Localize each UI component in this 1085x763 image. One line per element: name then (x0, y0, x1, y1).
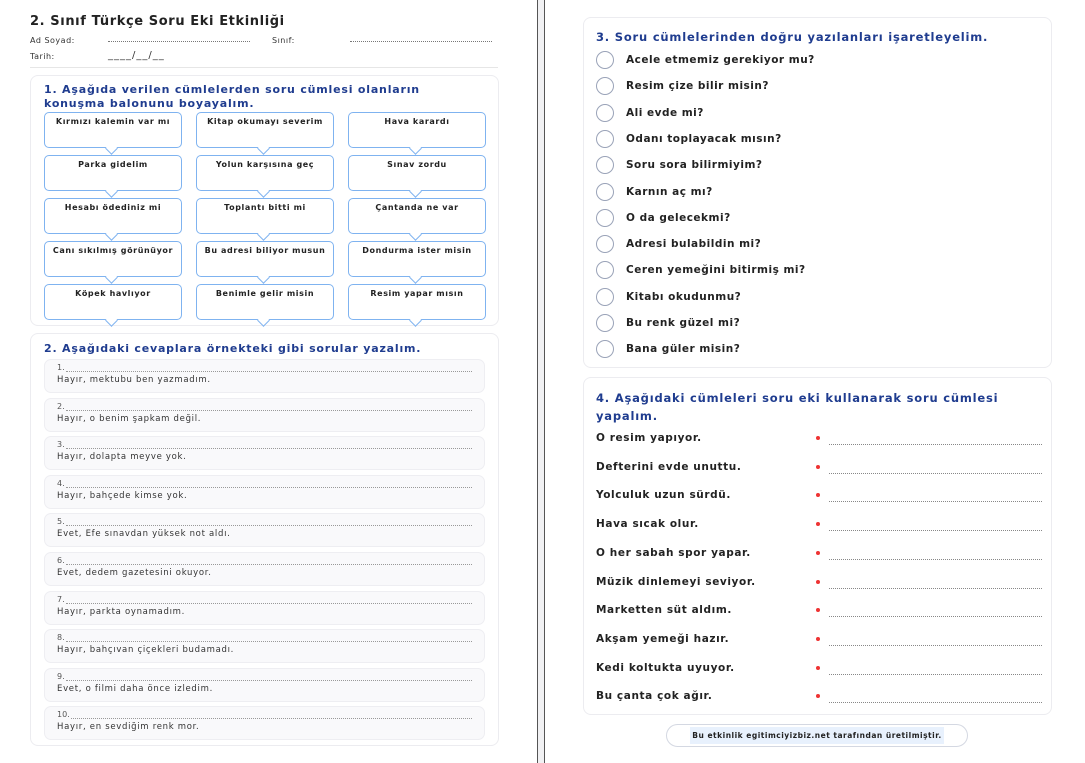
radio-circle-icon[interactable] (596, 288, 614, 306)
sentence-text: Müzik dinlemeyi seviyor. (596, 575, 756, 588)
bullet-icon (816, 493, 820, 497)
option-item[interactable] (596, 77, 769, 95)
write-line[interactable] (71, 711, 472, 719)
answer-text: Evet, o filmi daha önce izledim. (57, 683, 213, 694)
option-item[interactable] (596, 288, 741, 306)
header-divider (30, 67, 498, 68)
option-text: Bu renk güzel mi? (626, 317, 741, 329)
write-line[interactable] (66, 441, 472, 449)
question-line[interactable] (57, 402, 472, 411)
speech-bubble[interactable]: Toplantı bitti mi (196, 198, 334, 234)
answer-text: Hayır, bahçıvan çiçekleri budamadı. (57, 645, 235, 656)
sentence-row (596, 690, 1042, 704)
answer-row (44, 668, 485, 702)
write-line[interactable] (66, 557, 472, 565)
answer-line[interactable] (829, 674, 1042, 675)
answer-row (44, 513, 485, 547)
speech-bubble[interactable]: Çantanda ne var (348, 198, 486, 234)
speech-bubble[interactable]: Canı sıkılmış görünüyor (44, 241, 182, 277)
speech-bubble[interactable]: Resim yapar mısın (348, 284, 486, 320)
question-line[interactable] (57, 363, 472, 372)
section-2-title: 2. Aşağıdaki cevaplara örnekteki gibi sorular yazalım. (44, 342, 422, 355)
speech-bubble[interactable]: Parka gidelim (44, 155, 182, 191)
answer-text: Hayır, bahçede kimse yok. (57, 490, 188, 501)
option-item[interactable] (596, 314, 740, 332)
radio-circle-icon[interactable] (596, 130, 614, 148)
date-label: Tarih: (30, 52, 55, 61)
radio-circle-icon[interactable] (596, 340, 614, 358)
option-item[interactable] (596, 183, 713, 201)
item-number: 1. (57, 363, 65, 372)
write-line[interactable] (66, 673, 472, 681)
sentence-text: Marketten süt aldım. (596, 604, 732, 617)
answer-row (44, 706, 485, 740)
footer-credit: Bu etkinlik egitimciyizbiz.net tarafından üretilmiştir. (666, 724, 968, 747)
section-4 (583, 377, 1052, 715)
speech-bubble[interactable]: Benimle gelir misin (196, 284, 334, 320)
question-line[interactable] (57, 479, 472, 488)
item-number: 7. (57, 594, 65, 604)
answer-text: Hayır, en sevdiğim renk mor. (57, 722, 200, 733)
radio-circle-icon[interactable] (596, 261, 614, 279)
option-text: Kitabı okudunmu? (626, 290, 742, 303)
option-text: Bana güler misin? (626, 343, 741, 356)
item-number: 5. (57, 517, 65, 527)
question-line[interactable] (57, 595, 472, 604)
option-text: Ali evde mi? (626, 106, 704, 119)
bullet-icon (816, 637, 820, 641)
bullet-icon (816, 551, 820, 555)
speech-bubble[interactable]: Sınav zordu (348, 155, 486, 191)
option-text: O da gelecekmi? (626, 211, 731, 224)
sentence-row (596, 432, 1042, 446)
option-item[interactable] (596, 209, 731, 227)
section-2 (30, 333, 499, 746)
answer-row (44, 398, 485, 432)
class-field[interactable] (350, 41, 492, 42)
answer-row (44, 629, 485, 663)
question-line[interactable] (57, 710, 472, 719)
radio-circle-icon[interactable] (596, 209, 614, 227)
option-text: Adresi bulabildin mi? (626, 238, 762, 251)
name-label: Ad Soyad: (30, 36, 75, 45)
answer-row (44, 436, 485, 470)
option-item[interactable] (596, 340, 740, 358)
speech-bubble[interactable]: Kırmızı kalemin var mı (44, 112, 182, 148)
sentence-row (596, 662, 1042, 676)
sentence-row (596, 489, 1042, 503)
item-number: 6. (57, 556, 65, 565)
question-line[interactable] (57, 633, 472, 642)
answer-text: Evet, dedem gazetesini okuyor. (57, 568, 212, 578)
answer-text: Evet, Efe sınavdan yüksek not aldı. (57, 529, 231, 540)
answer-line[interactable] (829, 702, 1042, 703)
sentence-text: Yolculuk uzun sürdü. (596, 489, 731, 502)
radio-circle-icon[interactable] (596, 156, 614, 174)
answer-line[interactable] (829, 645, 1042, 646)
answer-row (44, 359, 485, 393)
answer-text: Hayır, o benim şapkam değil. (57, 413, 202, 424)
answer-line[interactable] (829, 530, 1042, 531)
radio-circle-icon[interactable] (596, 183, 614, 201)
answer-line[interactable] (829, 616, 1042, 617)
sentence-row (596, 461, 1042, 475)
section-3 (583, 17, 1052, 368)
bullet-icon (816, 666, 820, 670)
bullet-icon (816, 436, 820, 440)
radio-circle-icon[interactable] (596, 77, 614, 95)
speech-bubble[interactable]: Bu adresi biliyor musun (196, 241, 334, 277)
page-divider (537, 0, 545, 763)
option-text: Resim çize bilir misin? (626, 80, 769, 93)
bullet-icon (816, 694, 820, 698)
sentence-text: O her sabah spor yapar. (596, 546, 751, 559)
write-line[interactable] (66, 364, 472, 372)
question-line[interactable] (57, 672, 472, 681)
bullet-icon (816, 608, 820, 612)
name-field[interactable] (108, 41, 250, 42)
sentence-text: Kedi koltukta uyuyor. (596, 661, 735, 674)
radio-circle-icon[interactable] (596, 104, 614, 122)
question-line[interactable] (57, 440, 472, 449)
answer-text: Hayır, parkta oynamadım. (57, 606, 186, 617)
section-1-title: 1. Aşağıda verilen cümlelerden soru cümlesi olanların konuşma balonunu boyayalım. (44, 83, 420, 110)
sentence-row (596, 633, 1042, 647)
option-text: Ceren yemeğini bitirmiş mi? (626, 264, 806, 277)
write-line[interactable] (66, 480, 472, 488)
answer-line[interactable] (829, 444, 1042, 445)
sentence-text: Akşam yemeği hazır. (596, 632, 730, 645)
answer-line[interactable] (829, 473, 1042, 474)
answer-text: Hayır, dolapta meyve yok. (57, 452, 187, 463)
speech-bubble[interactable]: Hesabı ödediniz mi (44, 198, 182, 234)
sentence-text: Hava sıcak olur. (596, 518, 699, 531)
item-number: 3. (57, 440, 65, 450)
sentence-text: O resim yapıyor. (596, 432, 702, 444)
option-item[interactable] (596, 104, 704, 122)
bullet-icon (816, 522, 820, 526)
option-item[interactable] (596, 261, 806, 279)
radio-circle-icon[interactable] (596, 235, 614, 253)
class-label: Sınıf: (272, 36, 295, 45)
answer-line[interactable] (829, 559, 1042, 560)
write-line[interactable] (66, 518, 472, 526)
question-line[interactable] (57, 517, 472, 526)
speech-bubble[interactable]: Yolun karşısına geç (196, 155, 334, 191)
answer-line[interactable] (829, 588, 1042, 589)
write-line[interactable] (66, 596, 472, 604)
speech-bubble-grid (44, 112, 486, 320)
item-number: 8. (57, 633, 65, 643)
sentence-row (596, 604, 1042, 618)
radio-circle-icon[interactable] (596, 51, 614, 69)
section-4-title: 4. Aşağıdaki cümleleri soru eki kullanarak soru cümlesi yapalım. (596, 391, 999, 423)
option-text: Karnın aç mı? (626, 185, 713, 198)
option-item[interactable] (596, 235, 761, 253)
sentence-text: Defterini evde unuttu. (596, 460, 742, 473)
answer-row (44, 552, 485, 586)
item-number: 4. (57, 478, 65, 488)
sentence-text: Bu çanta çok ağır. (596, 690, 713, 703)
answer-line[interactable] (829, 501, 1042, 502)
speech-bubble[interactable]: Köpek havlıyor (44, 284, 182, 320)
section-1 (30, 75, 499, 326)
speech-bubble[interactable]: Hava karardı (348, 112, 486, 148)
answer-row (44, 475, 485, 509)
item-number: 2. (57, 401, 65, 411)
write-line[interactable] (66, 403, 472, 411)
section-3-title: 3. Soru cümlelerinden doğru yazılanları işaretleyelim. (596, 30, 989, 44)
write-line[interactable] (66, 634, 472, 642)
worksheet-title: 2. Sınıf Türkçe Soru Eki Etkinliği (30, 14, 285, 29)
item-number: 9. (57, 671, 65, 681)
option-item[interactable] (596, 156, 762, 174)
sentence-row (596, 518, 1042, 532)
speech-bubble[interactable]: Dondurma ister misin (348, 241, 486, 277)
speech-bubble[interactable]: Kitap okumayı severim (196, 112, 334, 148)
option-text: Acele etmemiz gerekiyor mu? (626, 54, 815, 66)
question-line[interactable] (57, 556, 472, 565)
option-item[interactable] (596, 130, 782, 148)
bullet-icon (816, 465, 820, 469)
option-text: Odanı toplayacak mısın? (626, 132, 782, 145)
option-text: Soru sora bilirmiyim? (626, 159, 763, 172)
bullet-icon (816, 580, 820, 584)
sentence-row (596, 576, 1042, 590)
date-field[interactable]: ____/__/__ (108, 50, 165, 61)
radio-circle-icon[interactable] (596, 314, 614, 332)
item-number: 10. (57, 710, 70, 720)
answer-text: Hayır, mektubu ben yazmadım. (57, 375, 211, 385)
sentence-row (596, 547, 1042, 561)
option-item[interactable] (596, 51, 815, 69)
answer-row (44, 591, 485, 625)
